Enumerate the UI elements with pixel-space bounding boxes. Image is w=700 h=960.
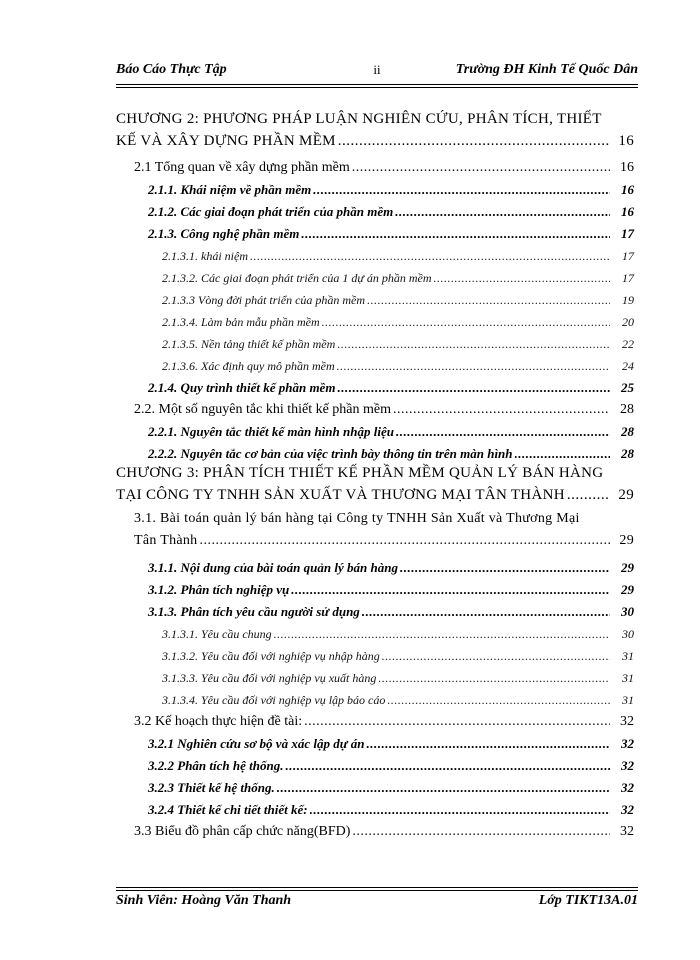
toc-leader-dots bbox=[337, 337, 610, 352]
toc-leader-dots bbox=[515, 446, 610, 462]
toc-entry[interactable] bbox=[116, 264, 634, 286]
toc-entry[interactable] bbox=[116, 176, 634, 198]
toc-entry-title: 2.1 Tổng quan về xây dựng phần mềm bbox=[134, 160, 350, 175]
toc-page-number: 30 bbox=[621, 604, 634, 619]
toc-page-number: 32 bbox=[621, 736, 634, 751]
toc-page-number: 17 bbox=[622, 271, 634, 285]
toc-entry[interactable] bbox=[116, 774, 634, 796]
toc-leader-dots bbox=[322, 315, 610, 330]
toc-page-number: 28 bbox=[621, 446, 634, 461]
toc-entry-title: 3.2 Kế hoạch thực hiện đề tài: bbox=[134, 714, 303, 729]
header-rule-thin bbox=[116, 87, 638, 88]
toc-leader-dots bbox=[291, 582, 610, 598]
toc-entry-title: 3.1.2. Phân tích nghiệp vụ bbox=[148, 582, 290, 597]
toc-page-number: 16 bbox=[618, 133, 634, 149]
toc-leader-dots bbox=[313, 182, 610, 198]
toc-page-number: 31 bbox=[622, 649, 634, 663]
toc-entry-title: 3.2.3 Thiết kế hệ thống. bbox=[148, 780, 275, 795]
toc-page-number: 32 bbox=[621, 802, 634, 817]
toc-entry[interactable] bbox=[116, 576, 634, 598]
toc-entry-title: 3.3 Biểu đồ phân cấp chức năng(BFD) bbox=[134, 824, 351, 839]
toc-entry-title: 3.1.3.1. Yêu cầu chung bbox=[162, 627, 272, 641]
toc-leader-dots bbox=[352, 824, 610, 840]
toc-leader-dots bbox=[301, 226, 610, 242]
toc-entry-title: 2.1.3. Công nghệ phần mềm bbox=[148, 226, 300, 241]
toc-entry-title: 2.1.3.4. Làm bản mẫu phần mềm bbox=[162, 315, 320, 329]
toc-entry[interactable] bbox=[116, 818, 634, 840]
header-report-title: Báo Cáo Thực Tập bbox=[116, 62, 227, 77]
toc-leader-dots bbox=[337, 380, 610, 396]
toc-chapter-3[interactable] bbox=[116, 462, 634, 506]
page-header bbox=[116, 62, 638, 84]
toc-entry-title: 2.1.1. Khái niệm về phần mềm bbox=[148, 182, 312, 197]
toc-entry[interactable] bbox=[116, 796, 634, 818]
table-of-contents bbox=[116, 108, 634, 840]
toc-entry[interactable] bbox=[116, 440, 634, 462]
toc-entry-title: 2.2. Một số nguyên tắc khi thiết kế phần mềm bbox=[134, 402, 392, 417]
toc-entry[interactable] bbox=[116, 374, 634, 396]
toc-entry[interactable] bbox=[116, 598, 634, 620]
toc-leader-dots bbox=[567, 484, 610, 506]
toc-entry-title: 2.1.3.5. Nền tảng thiết kế phần mềm bbox=[162, 337, 336, 351]
toc-entry-title: 2.2.1. Nguyên tắc thiết kế màn hình nhập liệu bbox=[148, 424, 394, 439]
toc-page-number: 32 bbox=[621, 758, 634, 773]
toc-page-number: 29 bbox=[621, 560, 634, 575]
toc-page-number: 16 bbox=[621, 204, 634, 219]
toc-entry[interactable] bbox=[116, 418, 634, 440]
toc-leader-dots bbox=[310, 802, 610, 818]
toc-page-number: 17 bbox=[622, 249, 634, 263]
toc-entry-title: 3.1.1. Nội dung của bài toán quản lý bán hàng bbox=[148, 560, 398, 575]
toc-page-number: 16 bbox=[621, 182, 634, 197]
footer-rule bbox=[116, 887, 638, 888]
header-university: Trường ĐH Kinh Tế Quốc Dân bbox=[455, 62, 638, 77]
toc-entry[interactable] bbox=[116, 198, 634, 220]
toc-leader-dots bbox=[285, 758, 610, 774]
toc-leader-dots bbox=[338, 130, 610, 152]
toc-entry-title: 3.1.3. Phân tích yêu cầu người sử dụng bbox=[148, 604, 360, 619]
toc-entry-title: 2.1.2. Các giai đoạn phát triển của phần mềm bbox=[148, 204, 394, 219]
toc-entry-title: 2.1.3.6. Xác định quy mô phần mềm bbox=[162, 359, 335, 373]
toc-entries-chapter-3 bbox=[116, 554, 634, 840]
toc-entry-title: 2.1.3.3 Vòng đời phát triển của phần mềm bbox=[162, 293, 366, 307]
toc-page-number: 30 bbox=[622, 627, 634, 641]
toc-entry[interactable] bbox=[116, 308, 634, 330]
toc-page-number: 28 bbox=[620, 402, 634, 417]
toc-leader-dots bbox=[400, 560, 610, 576]
toc-page-number: 19 bbox=[622, 293, 634, 307]
toc-page-number: 32 bbox=[620, 714, 634, 729]
toc-entry[interactable] bbox=[116, 752, 634, 774]
toc-entry[interactable] bbox=[116, 220, 634, 242]
toc-chapter-2-line1: CHƯƠNG 2: PHƯƠNG PHÁP LUẬN NGHIÊN CỨU, PHÂN TÍCH, THIẾT bbox=[116, 111, 602, 127]
toc-entry[interactable] bbox=[116, 286, 634, 308]
toc-leader-dots bbox=[434, 271, 610, 286]
toc-entry-title: 3.1.3.3. Yêu cầu đối với nghiệp vụ xuất hàng bbox=[162, 671, 377, 685]
toc-entry[interactable] bbox=[116, 686, 634, 708]
toc-leader-dots bbox=[304, 714, 610, 730]
toc-entry[interactable] bbox=[116, 708, 634, 730]
toc-entry[interactable] bbox=[116, 642, 634, 664]
toc-entry-title: 3.2.4 Thiết kế chi tiết thiết kế: bbox=[148, 802, 308, 817]
toc-leader-dots bbox=[367, 293, 610, 308]
toc-chapter-3-line1: CHƯƠNG 3: PHÂN TÍCH THIẾT KẾ PHẦN MỀM QUẢN LÝ BÁN HÀNG bbox=[116, 465, 604, 481]
page-footer bbox=[116, 893, 638, 913]
header-rule bbox=[116, 84, 638, 85]
footer-class-code: Lớp TIKT13A.01 bbox=[538, 893, 638, 908]
toc-entries-chapter-2 bbox=[116, 154, 634, 462]
toc-leader-dots bbox=[387, 693, 610, 708]
toc-leader-dots bbox=[382, 649, 610, 664]
toc-entry-title: 3.2.1 Nghiên cứu sơ bộ và xác lập dự án bbox=[148, 736, 365, 751]
toc-leader-dots bbox=[352, 160, 610, 176]
toc-page-number: 16 bbox=[620, 160, 634, 175]
toc-entry[interactable] bbox=[116, 730, 634, 752]
toc-entry[interactable] bbox=[116, 352, 634, 374]
toc-entry-title: 2.1.3.2. Các giai đoạn phát triển của 1 dự án phần mềm bbox=[162, 271, 432, 285]
toc-leader-dots bbox=[337, 359, 610, 374]
toc-page-number: 22 bbox=[622, 337, 634, 351]
header-page-number: ii bbox=[373, 62, 381, 77]
toc-entry[interactable] bbox=[116, 554, 634, 576]
toc-leader-dots bbox=[393, 402, 610, 418]
toc-entry[interactable] bbox=[116, 154, 634, 176]
toc-section-3-1-line2: Tân Thành bbox=[134, 533, 198, 548]
toc-page-number: 29 bbox=[618, 487, 634, 503]
toc-entry[interactable] bbox=[116, 396, 634, 418]
toc-entry-title: 3.1.3.2. Yêu cầu đối với nghiệp vụ nhập hàng bbox=[162, 649, 380, 663]
toc-entry-title: 3.2.2 Phân tích hệ thống. bbox=[148, 758, 284, 773]
toc-entry-title: 3.1.3.4. Yêu cầu đối với nghiệp vụ lập báo cáo bbox=[162, 693, 386, 707]
toc-page-number: 20 bbox=[622, 315, 634, 329]
toc-page-number: 32 bbox=[620, 824, 634, 839]
footer-rule-thin bbox=[116, 890, 638, 891]
toc-page-number: 31 bbox=[622, 693, 634, 707]
toc-page-number: 17 bbox=[621, 226, 634, 241]
toc-page-number: 31 bbox=[622, 671, 634, 685]
toc-leader-dots bbox=[250, 249, 610, 264]
toc-section-3-1-line1: 3.1. Bài toán quản lý bán hàng tại Công ty TNHH Sản Xuất và Thương Mại bbox=[134, 511, 580, 526]
toc-entry[interactable] bbox=[116, 664, 634, 686]
toc-page-number: 29 bbox=[621, 582, 634, 597]
toc-leader-dots bbox=[396, 424, 610, 440]
toc-chapter-2-line2: KẾ VÀ XÂY DỰNG PHẦN MỀM bbox=[116, 133, 336, 149]
toc-page-number: 29 bbox=[619, 533, 634, 548]
toc-chapter-2[interactable] bbox=[116, 108, 634, 152]
toc-leader-dots bbox=[366, 736, 610, 752]
toc-chapter-3-line2: TẠI CÔNG TY TNHH SẢN XUẤT VÀ THƯƠNG MẠI TÂN THÀNH bbox=[116, 487, 565, 503]
toc-leader-dots bbox=[274, 627, 610, 642]
toc-entry-title: 2.1.3.1. khái niệm bbox=[162, 249, 248, 263]
toc-entry[interactable] bbox=[116, 242, 634, 264]
toc-page-number: 24 bbox=[622, 359, 634, 373]
toc-entry-title: 2.1.4. Quy trình thiết kế phần mềm bbox=[148, 380, 336, 395]
toc-leader-dots bbox=[362, 604, 610, 620]
toc-entry[interactable] bbox=[116, 330, 634, 352]
footer-student-name: Sinh Viên: Hoàng Văn Thanh bbox=[116, 893, 292, 908]
toc-leader-dots bbox=[395, 204, 610, 220]
toc-entry-title: 2.2.2. Nguyên tắc cơ bản của việc trình bày thông tin trên màn hình bbox=[148, 446, 513, 461]
toc-leader-dots bbox=[277, 780, 610, 796]
toc-leader-dots bbox=[378, 671, 610, 686]
toc-entry[interactable] bbox=[116, 620, 634, 642]
toc-leader-dots bbox=[199, 530, 610, 552]
toc-section-3-1[interactable] bbox=[116, 508, 634, 552]
toc-page-number: 25 bbox=[621, 380, 634, 395]
toc-page-number: 28 bbox=[621, 424, 634, 439]
toc-page-number: 32 bbox=[621, 780, 634, 795]
